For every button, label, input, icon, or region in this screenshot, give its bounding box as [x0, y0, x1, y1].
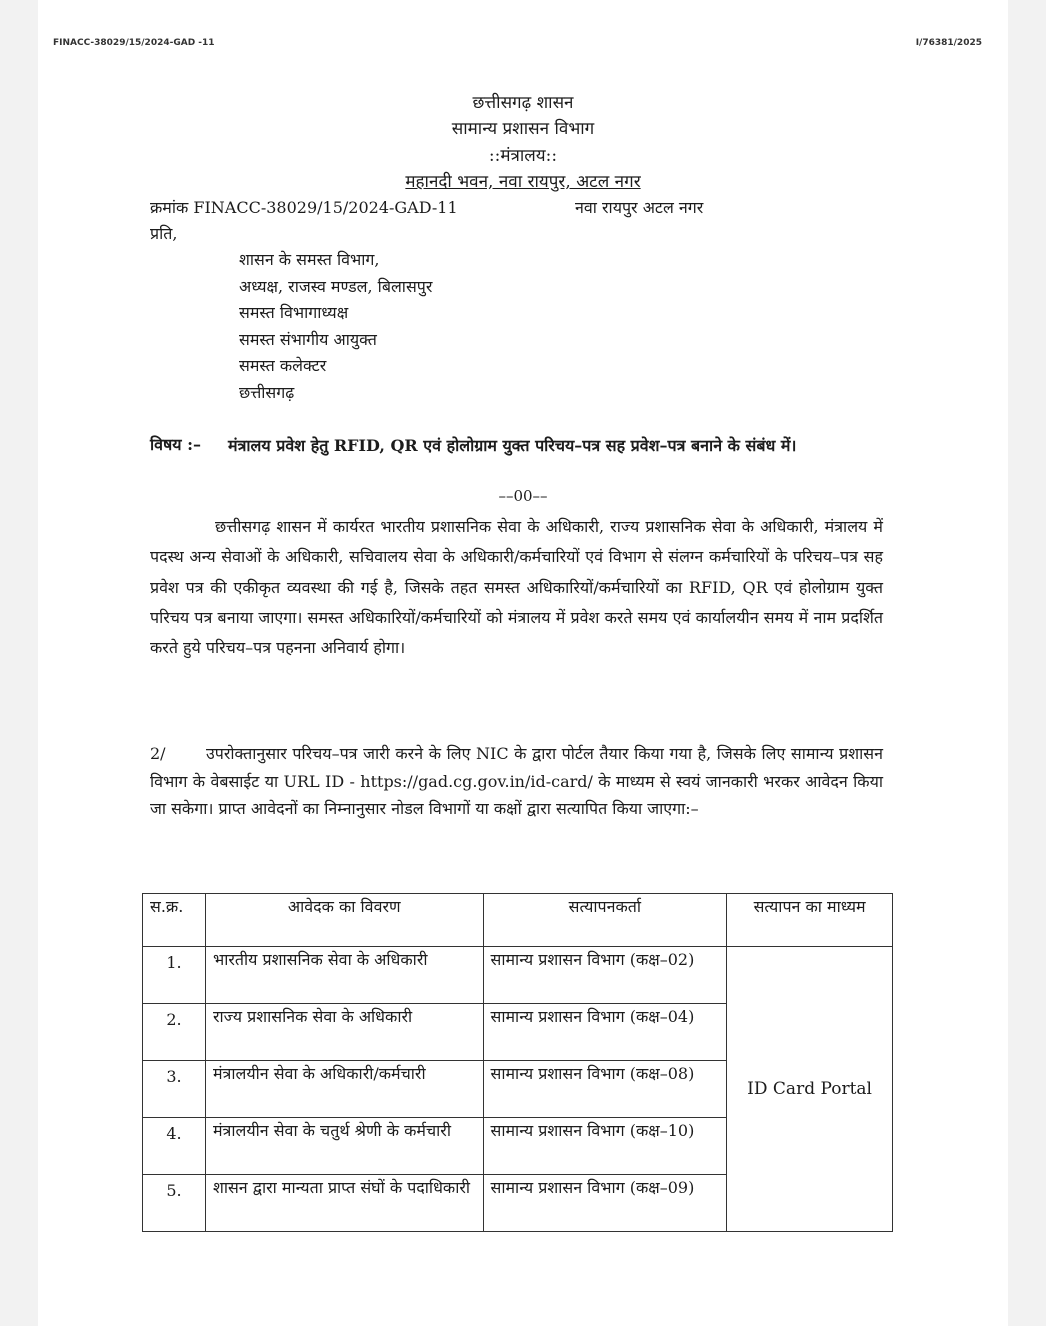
- cell-verifier: सामान्य प्रशासन विभाग (कक्ष–04): [483, 1004, 727, 1061]
- paragraph-2: [150, 740, 883, 823]
- paragraph-2-text: उपरोक्तानुसार परिचय–पत्र जारी करने के लिए NIC के द्वारा पोर्टल तैयार किया गया है, जिसके लिए सामान्य प्रशासन विभाग के वेबसाईट या URL ID - https://gad.cg.gov.in/id-card/ के माध्यम से स्वयं जानकारी भरकर आवेदन किया जा सकेगा। प्राप्त आवेदनों का निम्नानुसार नोडल विभागों या कक्षों द्वारा सत्यापित किया जाएगा:–: [150, 744, 883, 818]
- letterhead-ministry: ::मंत्रालय::: [488, 146, 558, 166]
- recipient-item: समस्त कलेक्टर: [239, 356, 327, 375]
- recipient-item: छत्तीसगढ़: [239, 382, 295, 402]
- recipient-item: शासन के समस्त विभाग,: [239, 250, 380, 269]
- table-header-row: [143, 894, 893, 947]
- column-header-serial: स.क्र.: [143, 894, 206, 947]
- column-header-medium: सत्यापन का माध्यम: [727, 894, 893, 947]
- cell-applicant: शासन द्वारा मान्यता प्राप्त संघों के पदाधिकारी: [205, 1175, 483, 1232]
- cell-applicant: मंत्रालयीन सेवा के चतुर्थ श्रेणी के कर्मचारी: [205, 1118, 483, 1175]
- cell-verifier: सामान्य प्रशासन विभाग (कक्ष–02): [483, 947, 727, 1004]
- cell-verifier: सामान्य प्रशासन विभाग (कक्ष–09): [483, 1175, 727, 1232]
- subject-label: विषय :–: [150, 435, 202, 454]
- cell-serial: 4.: [143, 1118, 206, 1175]
- document-number: I/76381/2025: [915, 38, 982, 48]
- cell-verifier: सामान्य प्रशासन विभाग (कक्ष–10): [483, 1118, 727, 1175]
- table-row: [143, 947, 893, 1004]
- reference-number: क्रमांक FINACC-38029/15/2024-GAD-11: [150, 198, 458, 217]
- column-header-verifier: सत्यापनकर्ता: [483, 894, 727, 947]
- letterhead-government: छत्तीसगढ़ शासन: [472, 93, 574, 113]
- subject-text: मंत्रालय प्रवेश हेतु RFID, QR एवं होलोग्राम युक्त परिचय–पत्र सह प्रवेश–पत्र बनाने के संबंध में।: [228, 436, 797, 455]
- recipient-item: समस्त विभागाध्यक्ष: [239, 303, 349, 322]
- recipient-item: समस्त संभागीय आयुक्त: [239, 329, 377, 349]
- file-reference: FINACC-38029/15/2024-GAD -11: [53, 38, 215, 48]
- cell-serial: 1.: [143, 947, 206, 1004]
- cell-serial: 2.: [143, 1004, 206, 1061]
- paragraph-1: छत्तीसगढ़ शासन में कार्यरत भारतीय प्रशासनिक सेवा के अधिकारी, राज्य प्रशासनिक सेवा के अधिकारी, मंत्रालय में पदस्थ अन्य सेवाओं के अधिकारी, सचिवालय सेवा के अधिकारी/कर्मचारियों एवं विभाग से संलग्न कर्मचारियों के परिचय–पत्र सह प्रवेश पत्र की एकीकृत व्यवस्था की गई है, जिसके तहत समस्त अधिकारियों/कर्मचारियों का RFID, QR एवं होलोग्राम युक्त परिचय पत्र बनाया जाएगा। समस्त अधिकारियों/कर्मचारियों को मंत्रालय में प्रवेश करते समय एवं कार्यालयीन समय में नाम प्रदर्शित करते हुये परिचय–पत्र पहनना अनिवार्य होगा।: [150, 517, 883, 658]
- place: नवा रायपुर अटल नगर: [575, 198, 704, 217]
- recipient-item: अध्यक्ष, राजस्व मण्डल, बिलासपुर: [239, 276, 433, 296]
- cell-applicant: भारतीय प्रशासनिक सेवा के अधिकारी: [205, 947, 483, 1004]
- cell-verifier: सामान्य प्रशासन विभाग (कक्ष–08): [483, 1061, 727, 1118]
- separator: ––00––: [498, 487, 548, 505]
- letterhead-department: सामान्य प्रशासन विभाग: [451, 119, 595, 139]
- column-header-applicant: आवेदक का विवरण: [205, 894, 483, 947]
- cell-applicant: मंत्रालयीन सेवा के अधिकारी/कर्मचारी: [205, 1061, 483, 1118]
- cell-applicant: राज्य प्रशासनिक सेवा के अधिकारी: [205, 1004, 483, 1061]
- cell-serial: 3.: [143, 1061, 206, 1118]
- letterhead-address: महानदी भवन, नवा रायपुर, अटल नगर: [405, 172, 641, 192]
- recipient-list: [239, 247, 432, 406]
- to-label: प्रति,: [150, 224, 178, 243]
- cell-medium: ID Card Portal: [727, 947, 893, 1232]
- cell-serial: 5.: [143, 1175, 206, 1232]
- paragraph-2-number: 2/: [150, 744, 166, 763]
- verification-table: [142, 893, 893, 1232]
